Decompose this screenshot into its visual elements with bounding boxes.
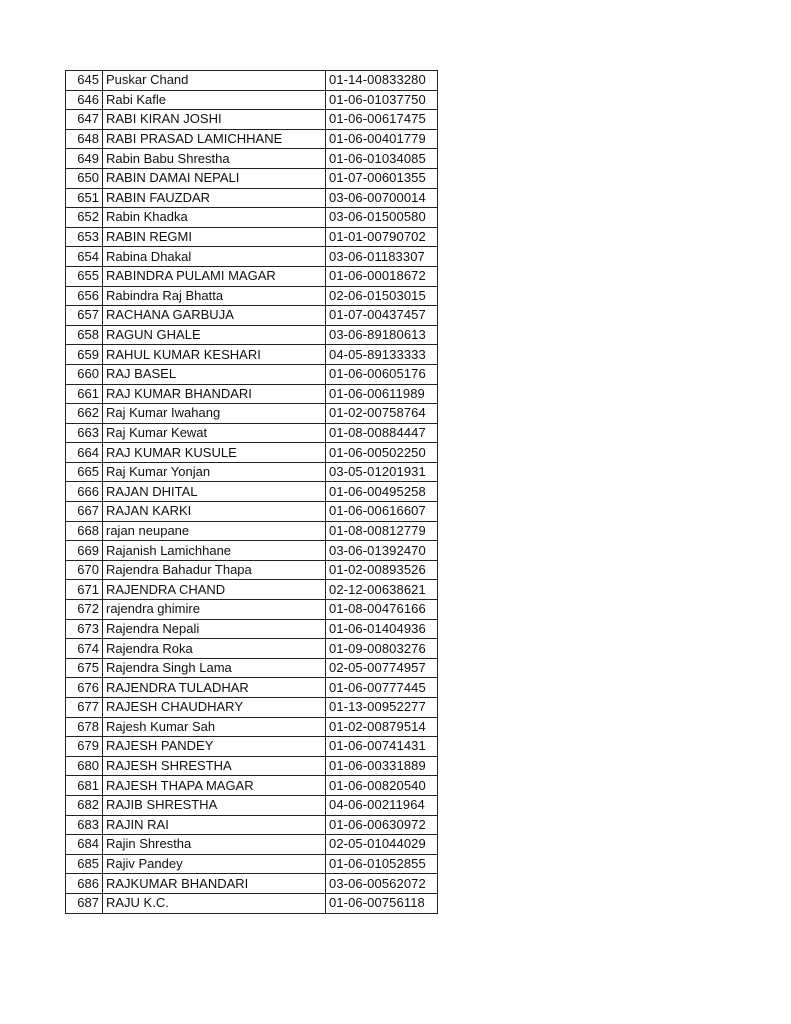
serial-number-cell: 647 <box>66 110 103 130</box>
name-cell: Puskar Chand <box>103 71 326 91</box>
table-row <box>66 756 438 776</box>
table-row <box>66 227 438 247</box>
id-number-cell: 01-06-00605176 <box>326 364 438 384</box>
name-cell: Rajendra Nepali <box>103 619 326 639</box>
id-number-cell: 02-12-00638621 <box>326 580 438 600</box>
name-cell: Rabi Kafle <box>103 90 326 110</box>
name-cell: RAJ KUMAR KUSULE <box>103 443 326 463</box>
serial-number-cell: 662 <box>66 404 103 424</box>
id-number-cell: 01-06-00617475 <box>326 110 438 130</box>
name-cell: Raj Kumar Iwahang <box>103 404 326 424</box>
name-cell: Rabin Babu Shrestha <box>103 149 326 169</box>
id-number-cell: 01-02-00893526 <box>326 560 438 580</box>
name-cell: RABINDRA PULAMI MAGAR <box>103 266 326 286</box>
id-number-cell: 03-06-89180613 <box>326 325 438 345</box>
name-cell: RAJESH THAPA MAGAR <box>103 776 326 796</box>
id-number-cell: 01-06-00741431 <box>326 737 438 757</box>
serial-number-cell: 676 <box>66 678 103 698</box>
table-row <box>66 619 438 639</box>
table-row <box>66 188 438 208</box>
table-row <box>66 776 438 796</box>
table-row <box>66 404 438 424</box>
name-cell: RABIN DAMAI NEPALI <box>103 168 326 188</box>
name-cell: rajan neupane <box>103 521 326 541</box>
table-row <box>66 874 438 894</box>
table-row <box>66 815 438 835</box>
name-cell: RAJ KUMAR BHANDARI <box>103 384 326 404</box>
id-number-cell: 01-06-00777445 <box>326 678 438 698</box>
id-number-cell: 01-06-01037750 <box>326 90 438 110</box>
name-cell: RAJIB SHRESTHA <box>103 795 326 815</box>
serial-number-cell: 669 <box>66 541 103 561</box>
name-cell: Rajiv Pandey <box>103 854 326 874</box>
id-number-cell: 04-06-00211964 <box>326 795 438 815</box>
serial-number-cell: 649 <box>66 149 103 169</box>
id-number-cell: 01-06-00756118 <box>326 893 438 913</box>
table-row <box>66 678 438 698</box>
id-number-cell: 01-13-00952277 <box>326 698 438 718</box>
id-number-cell: 01-06-00495258 <box>326 482 438 502</box>
serial-number-cell: 652 <box>66 208 103 228</box>
id-number-cell: 01-09-00803276 <box>326 639 438 659</box>
table-row <box>66 639 438 659</box>
name-cell: RABI KIRAN JOSHI <box>103 110 326 130</box>
name-cell: RAJESH PANDEY <box>103 737 326 757</box>
serial-number-cell: 663 <box>66 423 103 443</box>
serial-number-cell: 658 <box>66 325 103 345</box>
name-cell: Rajanish Lamichhane <box>103 541 326 561</box>
table-row <box>66 168 438 188</box>
table-row <box>66 149 438 169</box>
id-number-cell: 01-02-00758764 <box>326 404 438 424</box>
table-row <box>66 737 438 757</box>
id-number-cell: 01-07-00437457 <box>326 306 438 326</box>
id-number-cell: 03-06-00700014 <box>326 188 438 208</box>
name-cell: Rajendra Singh Lama <box>103 658 326 678</box>
table-row <box>66 325 438 345</box>
table-row <box>66 717 438 737</box>
name-cell: RAJ BASEL <box>103 364 326 384</box>
name-cell: RAJESH SHRESTHA <box>103 756 326 776</box>
table-row <box>66 521 438 541</box>
id-number-cell: 01-06-00018672 <box>326 266 438 286</box>
serial-number-cell: 671 <box>66 580 103 600</box>
serial-number-cell: 659 <box>66 345 103 365</box>
roster-table <box>65 70 438 914</box>
name-cell: RABI PRASAD LAMICHHANE <box>103 129 326 149</box>
name-cell: Rabina Dhakal <box>103 247 326 267</box>
name-cell: Raj Kumar Yonjan <box>103 462 326 482</box>
name-cell: RABIN REGMI <box>103 227 326 247</box>
table-row <box>66 345 438 365</box>
name-cell: RABIN FAUZDAR <box>103 188 326 208</box>
id-number-cell: 01-08-00884447 <box>326 423 438 443</box>
id-number-cell: 04-05-89133333 <box>326 345 438 365</box>
id-number-cell: 03-06-01183307 <box>326 247 438 267</box>
id-number-cell: 03-05-01201931 <box>326 462 438 482</box>
id-number-cell: 02-05-00774957 <box>326 658 438 678</box>
serial-number-cell: 657 <box>66 306 103 326</box>
name-cell: RAJAN KARKI <box>103 502 326 522</box>
table-row <box>66 502 438 522</box>
table-row <box>66 364 438 384</box>
id-number-cell: 01-08-00476166 <box>326 600 438 620</box>
id-number-cell: 01-01-00790702 <box>326 227 438 247</box>
table-row <box>66 462 438 482</box>
serial-number-cell: 670 <box>66 560 103 580</box>
table-row <box>66 129 438 149</box>
id-number-cell: 01-06-00630972 <box>326 815 438 835</box>
id-number-cell: 01-06-00502250 <box>326 443 438 463</box>
name-cell: Rajesh Kumar Sah <box>103 717 326 737</box>
name-cell: RAGUN GHALE <box>103 325 326 345</box>
serial-number-cell: 650 <box>66 168 103 188</box>
name-cell: Rajin Shrestha <box>103 835 326 855</box>
serial-number-cell: 653 <box>66 227 103 247</box>
name-cell: Raj Kumar Kewat <box>103 423 326 443</box>
serial-number-cell: 679 <box>66 737 103 757</box>
serial-number-cell: 687 <box>66 893 103 913</box>
id-number-cell: 01-06-00616607 <box>326 502 438 522</box>
id-number-cell: 03-06-00562072 <box>326 874 438 894</box>
table-row <box>66 541 438 561</box>
name-cell: RAJENDRA CHAND <box>103 580 326 600</box>
serial-number-cell: 666 <box>66 482 103 502</box>
id-number-cell: 03-06-01392470 <box>326 541 438 561</box>
table-row <box>66 110 438 130</box>
table-row <box>66 854 438 874</box>
serial-number-cell: 675 <box>66 658 103 678</box>
serial-number-cell: 654 <box>66 247 103 267</box>
id-number-cell: 03-06-01500580 <box>326 208 438 228</box>
name-cell: RAHUL KUMAR KESHARI <box>103 345 326 365</box>
id-number-cell: 01-06-00401779 <box>326 129 438 149</box>
serial-number-cell: 655 <box>66 266 103 286</box>
serial-number-cell: 651 <box>66 188 103 208</box>
id-number-cell: 01-06-01034085 <box>326 149 438 169</box>
serial-number-cell: 681 <box>66 776 103 796</box>
id-number-cell: 02-06-01503015 <box>326 286 438 306</box>
id-number-cell: 01-08-00812779 <box>326 521 438 541</box>
serial-number-cell: 682 <box>66 795 103 815</box>
id-number-cell: 02-05-01044029 <box>326 835 438 855</box>
id-number-cell: 01-06-00331889 <box>326 756 438 776</box>
serial-number-cell: 685 <box>66 854 103 874</box>
serial-number-cell: 680 <box>66 756 103 776</box>
serial-number-cell: 664 <box>66 443 103 463</box>
table-row <box>66 443 438 463</box>
table-row <box>66 71 438 91</box>
name-cell: Rabindra Raj Bhatta <box>103 286 326 306</box>
table-row <box>66 600 438 620</box>
table-row <box>66 580 438 600</box>
name-cell: Rabin Khadka <box>103 208 326 228</box>
serial-number-cell: 648 <box>66 129 103 149</box>
id-number-cell: 01-14-00833280 <box>326 71 438 91</box>
table-row <box>66 247 438 267</box>
name-cell: RACHANA GARBUJA <box>103 306 326 326</box>
name-cell: RAJU K.C. <box>103 893 326 913</box>
table-row <box>66 835 438 855</box>
serial-number-cell: 645 <box>66 71 103 91</box>
table-row <box>66 423 438 443</box>
serial-number-cell: 668 <box>66 521 103 541</box>
table-row <box>66 90 438 110</box>
id-number-cell: 01-06-00820540 <box>326 776 438 796</box>
table-row <box>66 560 438 580</box>
serial-number-cell: 674 <box>66 639 103 659</box>
table-row <box>66 698 438 718</box>
table-row <box>66 795 438 815</box>
id-number-cell: 01-06-01052855 <box>326 854 438 874</box>
name-cell: RAJKUMAR BHANDARI <box>103 874 326 894</box>
name-cell: rajendra ghimire <box>103 600 326 620</box>
roster-table-body <box>66 71 438 914</box>
table-row <box>66 208 438 228</box>
serial-number-cell: 672 <box>66 600 103 620</box>
id-number-cell: 01-07-00601355 <box>326 168 438 188</box>
name-cell: Rajendra Roka <box>103 639 326 659</box>
serial-number-cell: 665 <box>66 462 103 482</box>
name-cell: Rajendra Bahadur Thapa <box>103 560 326 580</box>
serial-number-cell: 678 <box>66 717 103 737</box>
serial-number-cell: 667 <box>66 502 103 522</box>
serial-number-cell: 661 <box>66 384 103 404</box>
id-number-cell: 01-02-00879514 <box>326 717 438 737</box>
name-cell: RAJESH CHAUDHARY <box>103 698 326 718</box>
name-cell: RAJAN DHITAL <box>103 482 326 502</box>
serial-number-cell: 677 <box>66 698 103 718</box>
table-row <box>66 482 438 502</box>
serial-number-cell: 683 <box>66 815 103 835</box>
name-cell: RAJENDRA TULADHAR <box>103 678 326 698</box>
serial-number-cell: 686 <box>66 874 103 894</box>
serial-number-cell: 684 <box>66 835 103 855</box>
name-cell: RAJIN RAI <box>103 815 326 835</box>
serial-number-cell: 673 <box>66 619 103 639</box>
table-row <box>66 658 438 678</box>
serial-number-cell: 646 <box>66 90 103 110</box>
id-number-cell: 01-06-00611989 <box>326 384 438 404</box>
id-number-cell: 01-06-01404936 <box>326 619 438 639</box>
serial-number-cell: 656 <box>66 286 103 306</box>
table-row <box>66 306 438 326</box>
table-row <box>66 286 438 306</box>
table-row <box>66 893 438 913</box>
table-row <box>66 266 438 286</box>
serial-number-cell: 660 <box>66 364 103 384</box>
table-row <box>66 384 438 404</box>
